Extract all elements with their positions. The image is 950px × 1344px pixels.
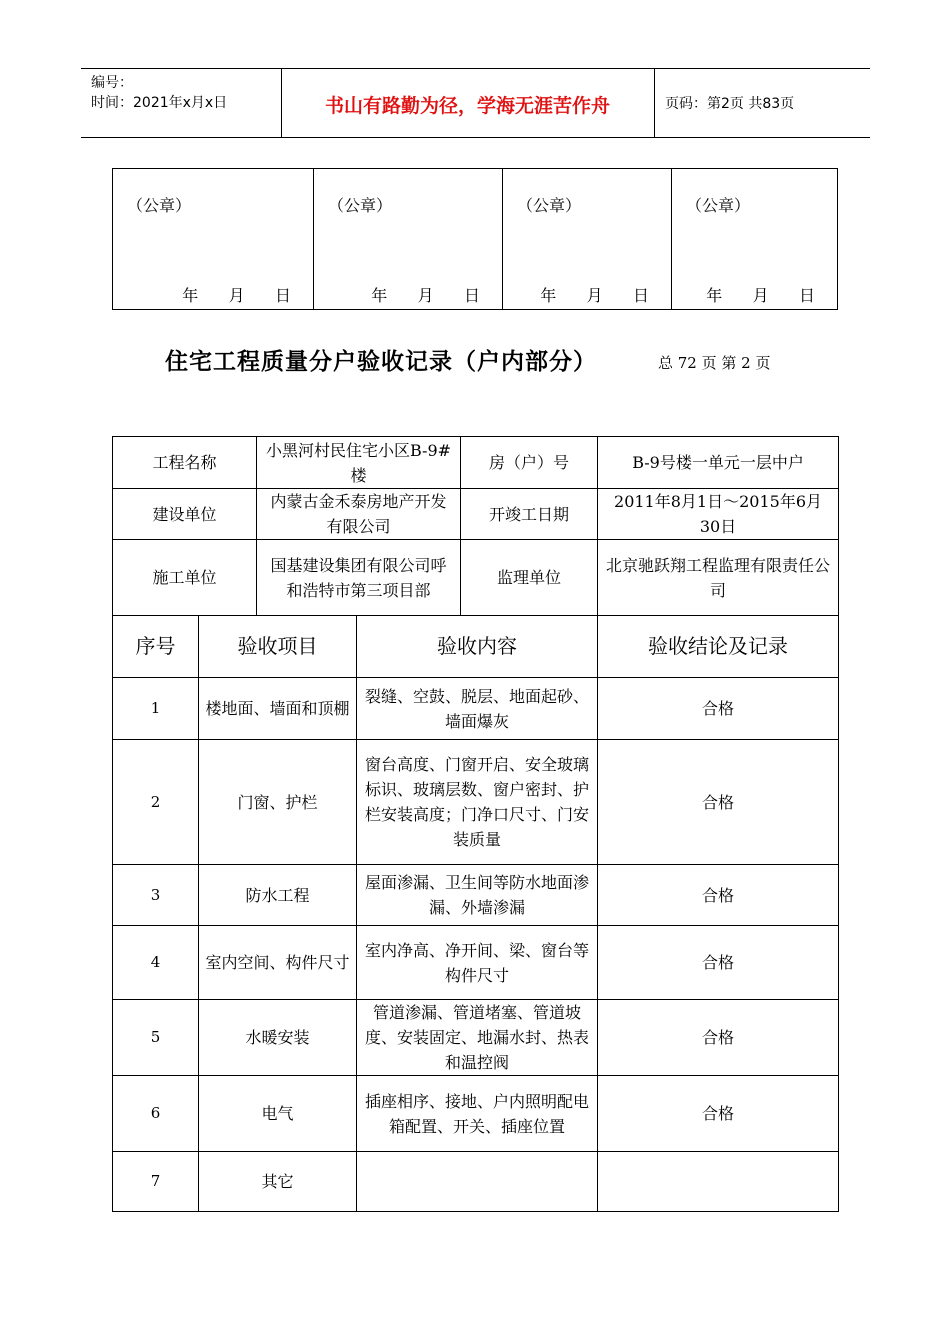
row-item: 门窗、护栏 xyxy=(199,740,357,865)
seal-label: （公章） xyxy=(127,196,192,215)
seal-date: 年 月 日 xyxy=(182,286,293,305)
header-page-info: 页码：第2页 共83页 xyxy=(665,96,795,112)
period-label: 开竣工日期 xyxy=(461,489,598,540)
row-number: 3 xyxy=(113,865,199,926)
header-divider xyxy=(654,69,655,137)
seal-label: （公章） xyxy=(686,196,751,215)
seal-date: 年 月 日 xyxy=(371,286,482,305)
column-header: 验收内容 xyxy=(357,616,598,678)
project-name-value: 小黑河村民住宅小区B-9#楼 xyxy=(257,437,461,489)
column-header: 验收项目 xyxy=(199,616,357,678)
project-name-label: 工程名称 xyxy=(113,437,257,489)
seal-label: （公章） xyxy=(328,196,393,215)
seal-cell xyxy=(503,169,672,310)
table-row xyxy=(113,678,839,740)
row-item: 电气 xyxy=(199,1076,357,1152)
room-no-label: 房（户）号 xyxy=(461,437,598,489)
row-content: 窗台高度、门窗开启、安全玻璃标识、玻璃层数、窗户密封、护栏安装高度；门净口尺寸、门安装质量 xyxy=(357,740,598,865)
row-content: 室内净高、净开间、梁、窗台等构件尺寸 xyxy=(357,926,598,1000)
row-number: 5 xyxy=(113,1000,199,1076)
supervisor-label: 监理单位 xyxy=(461,540,598,616)
row-number: 7 xyxy=(113,1152,199,1212)
column-header: 验收结论及记录 xyxy=(598,616,839,678)
table-row xyxy=(113,926,839,1000)
contractor-value: 国基建设集团有限公司呼和浩特市第三项目部 xyxy=(257,540,461,616)
period-value: 2011年8月1日～2015年6月30日 xyxy=(598,489,839,540)
row-content: 管道渗漏、管道堵塞、管道坡度、安装固定、地漏水封、热表和温控阀 xyxy=(357,1000,598,1076)
row-content: 插座相序、接地、户内照明配电箱配置、开关、插座位置 xyxy=(357,1076,598,1152)
row-content xyxy=(357,1152,598,1212)
row-item: 楼地面、墙面和顶棚 xyxy=(199,678,357,740)
seal-cell xyxy=(113,169,314,310)
header-meta xyxy=(91,73,271,113)
row-content: 屋面渗漏、卫生间等防水地面渗漏、外墙渗漏 xyxy=(357,865,598,926)
row-result: 合格 xyxy=(598,740,839,865)
page-header xyxy=(81,68,870,138)
row-number: 4 xyxy=(113,926,199,1000)
row-item: 防水工程 xyxy=(199,865,357,926)
info-row xyxy=(113,540,839,616)
row-number: 6 xyxy=(113,1076,199,1152)
supervisor-value: 北京驰跃翔工程监理有限责任公司 xyxy=(598,540,839,616)
serial-label: 编号： xyxy=(91,75,133,91)
seal-date: 年 月 日 xyxy=(706,286,817,305)
table-row xyxy=(113,1076,839,1152)
row-item: 其它 xyxy=(199,1152,357,1212)
row-result: 合格 xyxy=(598,678,839,740)
time-label: 时间：2021年x月x日 xyxy=(91,95,228,111)
header-motto: 书山有路勤为径，学海无涯苦作舟 xyxy=(324,95,610,117)
table-row xyxy=(113,865,839,926)
room-no-value: B-9号楼一单元一层中户 xyxy=(598,437,839,489)
seal-date: 年 月 日 xyxy=(540,286,651,305)
seal-label: （公章） xyxy=(517,196,582,215)
table-row xyxy=(113,1000,839,1076)
column-header-row xyxy=(113,616,839,678)
builder-value: 内蒙古金禾泰房地产开发有限公司 xyxy=(257,489,461,540)
seal-cell xyxy=(314,169,503,310)
row-result: 合格 xyxy=(598,865,839,926)
table-row xyxy=(113,1152,839,1212)
row-result: 合格 xyxy=(598,1076,839,1152)
row-number: 2 xyxy=(113,740,199,865)
info-row xyxy=(113,489,839,540)
inspection-table xyxy=(112,436,839,1212)
page-title: 住宅工程质量分户验收记录（户内部分） xyxy=(165,349,597,375)
row-result: 合格 xyxy=(598,1000,839,1076)
contractor-label: 施工单位 xyxy=(113,540,257,616)
row-item: 水暖安装 xyxy=(199,1000,357,1076)
table-row xyxy=(113,740,839,865)
builder-label: 建设单位 xyxy=(113,489,257,540)
row-item: 室内空间、构件尺寸 xyxy=(199,926,357,1000)
title-page-count: 总 72 页 第 2 页 xyxy=(658,354,771,372)
row-number: 1 xyxy=(113,678,199,740)
row-result xyxy=(598,1152,839,1212)
seal-cell xyxy=(672,169,838,310)
column-header: 序号 xyxy=(113,616,199,678)
info-row xyxy=(113,437,839,489)
row-result: 合格 xyxy=(598,926,839,1000)
row-content: 裂缝、空鼓、脱层、地面起砂、墙面爆灰 xyxy=(357,678,598,740)
seal-table xyxy=(112,168,838,310)
